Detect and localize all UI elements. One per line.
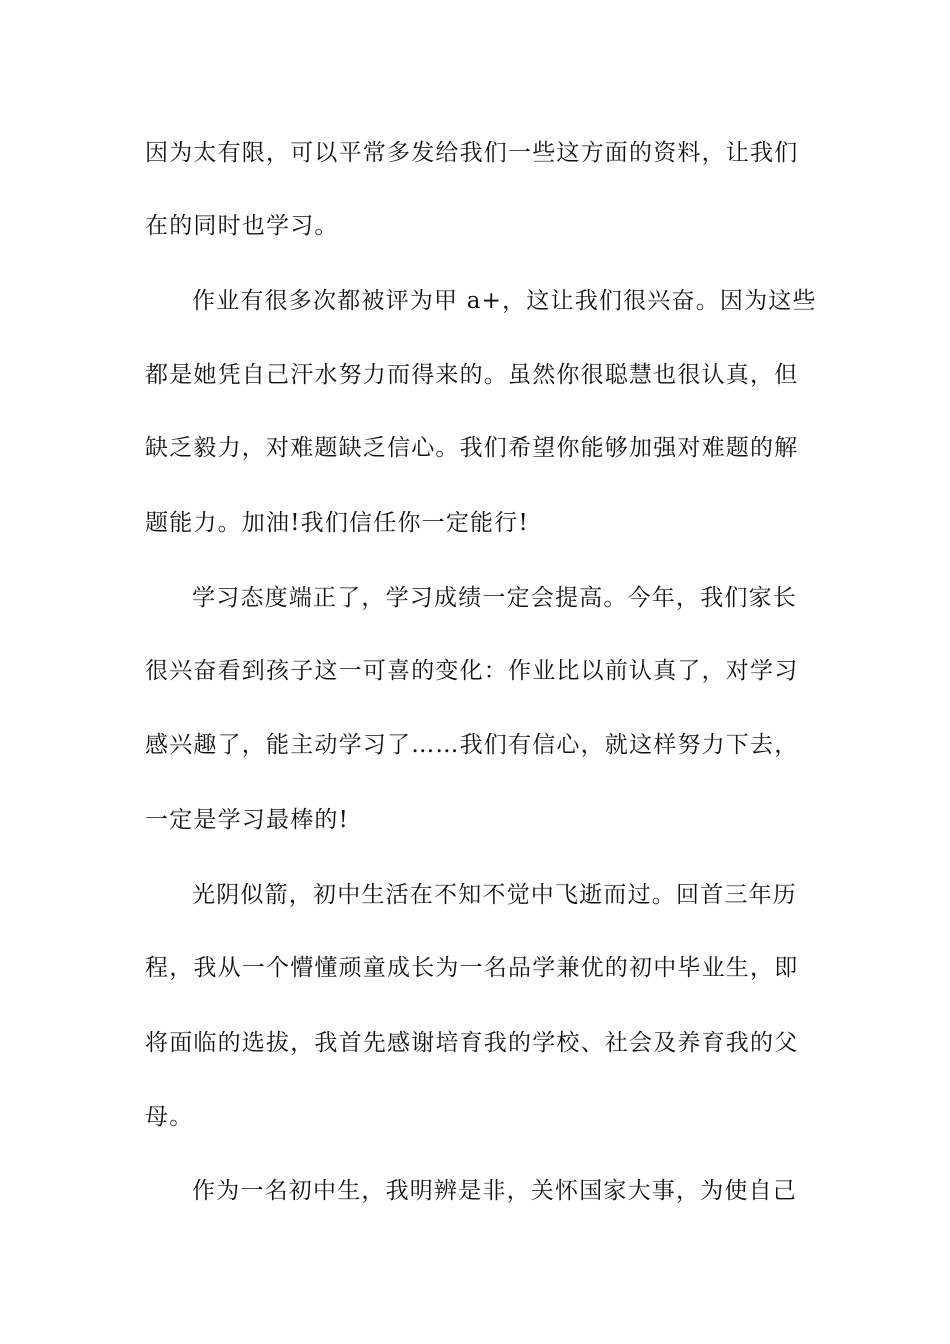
text-line: 一定是学习最棒的!	[145, 807, 350, 833]
text-line: 因为太有限，可以平常多发给我们一些这方面的资料，让我们	[145, 140, 799, 166]
text-line: 在的同时也学习。	[145, 213, 339, 239]
text-line: 程，我从一个懵懂顽童成长为一名品学兼优的初中毕业生，即	[145, 955, 799, 981]
text-line: 题能力。加油!我们信任你一定能行!	[145, 510, 529, 536]
text-line: 母。	[145, 1104, 194, 1130]
text-line: 很兴奋看到孩子这一可喜的变化：作业比以前认真了，对学习	[145, 658, 799, 684]
text-line: 将面临的选拔，我首先感谢培育我的学校、社会及养育我的父	[145, 1030, 799, 1056]
text-line: 缺乏毅力，对难题缺乏信心。我们希望你能够加强对难题的解	[145, 435, 799, 461]
text-line: 感兴趣了，能主动学习了……我们有信心，就这样努力下去，	[145, 732, 799, 758]
paragraph-start-line: 作业有很多次都被评为甲 a+，这让我们很兴奋。因为这些	[192, 288, 817, 314]
paragraph-start-line: 作为一名初中生，我明辨是非，关怀国家大事，为使自己	[192, 1178, 797, 1204]
paragraph-start-line: 学习态度端正了，学习成绩一定会提高。今年，我们家长	[192, 585, 797, 611]
paragraph-start-line: 光阴似箭，初中生活在不知不觉中飞逝而过。回首三年历	[192, 882, 797, 908]
text-line: 都是她凭自己汗水努力而得来的。虽然你很聪慧也很认真，但	[145, 362, 799, 388]
